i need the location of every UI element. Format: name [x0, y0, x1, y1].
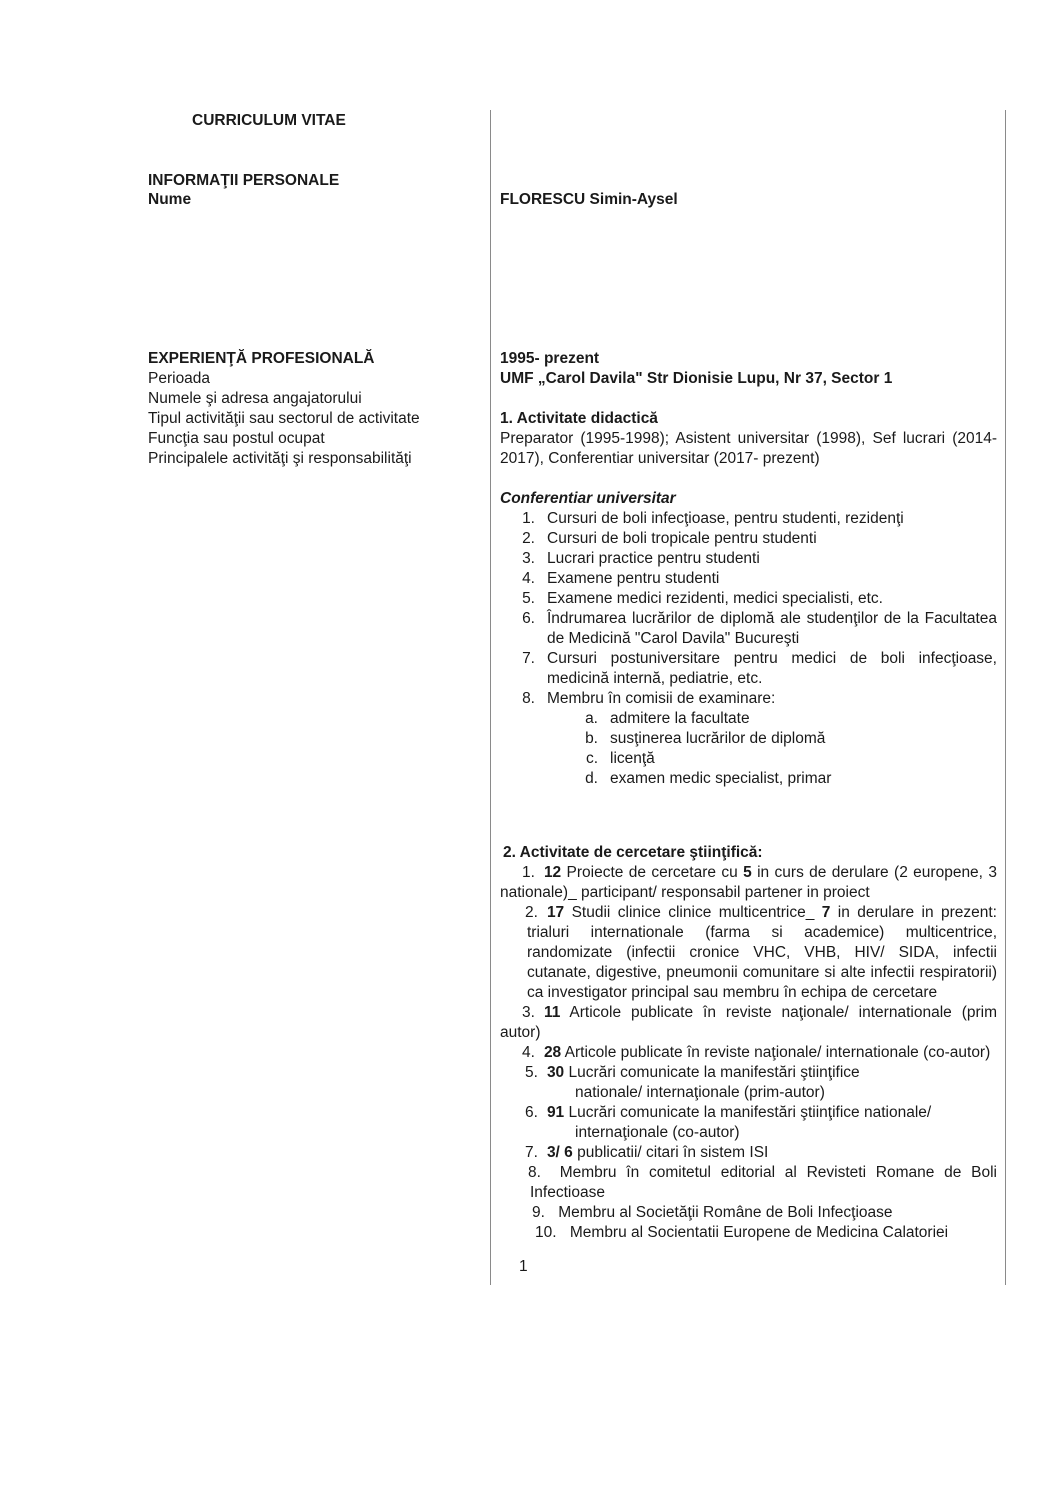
item-number: 8. — [528, 1164, 541, 1181]
research-item — [500, 1063, 997, 1103]
research-item — [500, 1143, 997, 1163]
item-text: Îndrumarea lucrărilor de diplomă ale studenţilor de la Facultatea de Medicină "Carol Davila" Bucureşti — [547, 610, 997, 647]
didactic-heading: 1. Activitate didactică — [500, 410, 658, 427]
didactic-item — [500, 509, 997, 529]
item-number: 2. — [525, 904, 538, 921]
item-text: examen medic specialist, primar — [610, 770, 832, 787]
item-number: 3. — [522, 550, 535, 567]
didactic-item — [500, 649, 997, 689]
didactic-item — [500, 569, 997, 589]
item-text: Membru în comitetul editorial al Revisteti Romane de Boli Infectioase — [530, 1164, 997, 1201]
item-count: 17 — [546, 904, 565, 921]
research-section — [500, 843, 997, 1277]
document-title: CURRICULUM VITAE — [192, 112, 346, 129]
item-number: 1. — [522, 864, 535, 881]
item-text: Cursuri de boli infecţioase, pentru studenti, rezidenţi — [547, 510, 904, 527]
research-item — [500, 903, 997, 1003]
item-count: 12 — [543, 864, 562, 881]
name-value: FLORESCU Simin-Aysel — [500, 191, 678, 208]
experience-heading: EXPERIENŢĂ PROFESIONALĂ — [148, 350, 375, 367]
item-text: susţinerea lucrărilor de diplomă — [610, 730, 826, 747]
research-item — [500, 1003, 997, 1043]
research-list — [500, 863, 997, 1243]
label-period: Perioada — [148, 370, 211, 387]
item-continuation: internaţionale (co-autor) — [575, 1124, 740, 1141]
personal-info-heading: INFORMAŢII PERSONALE — [148, 172, 340, 189]
item-letter: a. — [585, 710, 598, 727]
item-number: 10. — [535, 1224, 557, 1241]
item-number: 7. — [522, 650, 535, 667]
examination-subitem — [500, 749, 997, 769]
item-text: Articole publicate în reviste naţionale/ internationale (prim autor) — [500, 1004, 997, 1041]
item-count: 3/ 6 — [546, 1144, 573, 1161]
period-value: 1995- prezent — [500, 350, 600, 367]
item-text: Lucrari practice pentru studenti — [547, 550, 760, 567]
item-text: Membru în comisii de examinare: — [547, 690, 776, 707]
experience-content — [500, 349, 997, 789]
label-responsibilities: Principalele activităţi şi responsabilităţi — [148, 450, 412, 467]
item-text: licenţă — [610, 750, 655, 767]
didactic-subheading: Conferentiar universitar — [500, 490, 676, 507]
item-number: 3. — [522, 1004, 535, 1021]
didactic-item — [500, 549, 997, 569]
experience-labels — [148, 349, 420, 469]
item-text: Articole publicate în reviste naţionale/ internationale (co-autor) — [561, 1044, 991, 1061]
research-item — [500, 1163, 997, 1203]
item-text-continued: in curs de derulare (2 europene, 3 nationale)_ participant/ responsabil partener in proiect — [500, 864, 997, 901]
didactic-list — [500, 509, 997, 709]
examination-subitem — [500, 769, 997, 789]
item-text: Membru al Societăţii Române de Boli Infecţioase — [553, 1204, 893, 1221]
item-count: 91 — [546, 1104, 565, 1121]
item-letter: d. — [585, 770, 598, 787]
label-employer: Numele şi adresa angajatorului — [148, 390, 362, 407]
item-text: Examene medici rezidenti, medici specialisti, etc. — [547, 590, 883, 607]
label-position: Funcţia sau postul ocupat — [148, 430, 325, 447]
item-text-continued: in derulare in prezent: trialuri internationale (farma si academice) multicentrice, randomizate (infectii cronice VHC, VHB, HIV/ SIDA, infectii cutanate, digestive, pneumonii comunitare si alte infectii respiratorii) ca investigator principal sau membru în echipa de cercetare — [527, 904, 997, 1001]
didactic-item — [500, 609, 997, 649]
item-count: 30 — [546, 1064, 565, 1081]
research-item — [500, 863, 997, 903]
item-text: Cursuri de boli tropicale pentru studenti — [547, 530, 817, 547]
item-text: Lucrări comunicate la manifestări ştiinţifice — [564, 1064, 860, 1081]
label-sector: Tipul activităţii sau sectorul de activitate — [148, 410, 420, 427]
research-item — [500, 1203, 997, 1223]
column-divider — [490, 110, 491, 1285]
item-text: Membru al Socientatii Europene de Medicina Calatoriei — [565, 1224, 949, 1241]
didactic-item — [500, 689, 997, 709]
research-item — [500, 1103, 997, 1143]
item-number: 7. — [525, 1144, 538, 1161]
item-text: publicatii/ citari în sistem ISI — [572, 1144, 769, 1161]
item-letter: c. — [585, 750, 598, 767]
right-border — [1005, 110, 1006, 1285]
item-count-secondary: 7 — [821, 904, 831, 921]
examination-subitem — [500, 709, 997, 729]
item-text: Proiecte de cercetare cu — [561, 864, 744, 881]
examination-sublist — [500, 709, 997, 789]
item-text: admitere la facultate — [610, 710, 750, 727]
research-item — [500, 1223, 997, 1243]
item-count-secondary: 5 — [743, 864, 752, 881]
item-letter: b. — [585, 730, 598, 747]
item-number: 6. — [525, 1104, 538, 1121]
item-text: Studii clinice clinice multicentrice_ — [564, 904, 822, 921]
item-text: Examene pentru studenti — [547, 570, 720, 587]
item-continuation: nationale/ internaţionale (prim-autor) — [575, 1084, 825, 1101]
research-item — [500, 1043, 997, 1063]
item-number: 4. — [522, 1044, 535, 1061]
examination-subitem — [500, 729, 997, 749]
name-label: Nume — [148, 191, 192, 208]
didactic-summary: Preparator (1995-1998); Asistent universitar (1998), Sef lucrari (2014-2017), Conferentiar universitar (2017- prezent) — [500, 430, 997, 467]
item-text: Cursuri postuniversitare pentru medici de boli infecţioase, medicină internă, pediatrie, etc. — [547, 650, 997, 687]
didactic-item — [500, 529, 997, 549]
research-heading: 2. Activitate de cercetare ştiinţifică: — [503, 844, 763, 861]
item-text: Lucrări comunicate la manifestări ştiinţifice nationale/ — [564, 1104, 932, 1121]
item-number: 8. — [522, 690, 535, 707]
item-number: 5. — [525, 1064, 538, 1081]
item-number: 2. — [522, 530, 535, 547]
page-number: 1 — [519, 1258, 528, 1275]
employer-value: UMF „Carol Davila" Str Dionisie Lupu, Nr 37, Sector 1 — [500, 370, 893, 387]
didactic-item — [500, 589, 997, 609]
item-number: 9. — [532, 1204, 545, 1221]
item-count: 28 — [543, 1044, 562, 1061]
item-number: 4. — [522, 570, 535, 587]
item-number: 6. — [522, 610, 535, 627]
item-count: 11 — [543, 1004, 561, 1021]
item-number: 1. — [522, 510, 535, 527]
item-number: 5. — [522, 590, 535, 607]
